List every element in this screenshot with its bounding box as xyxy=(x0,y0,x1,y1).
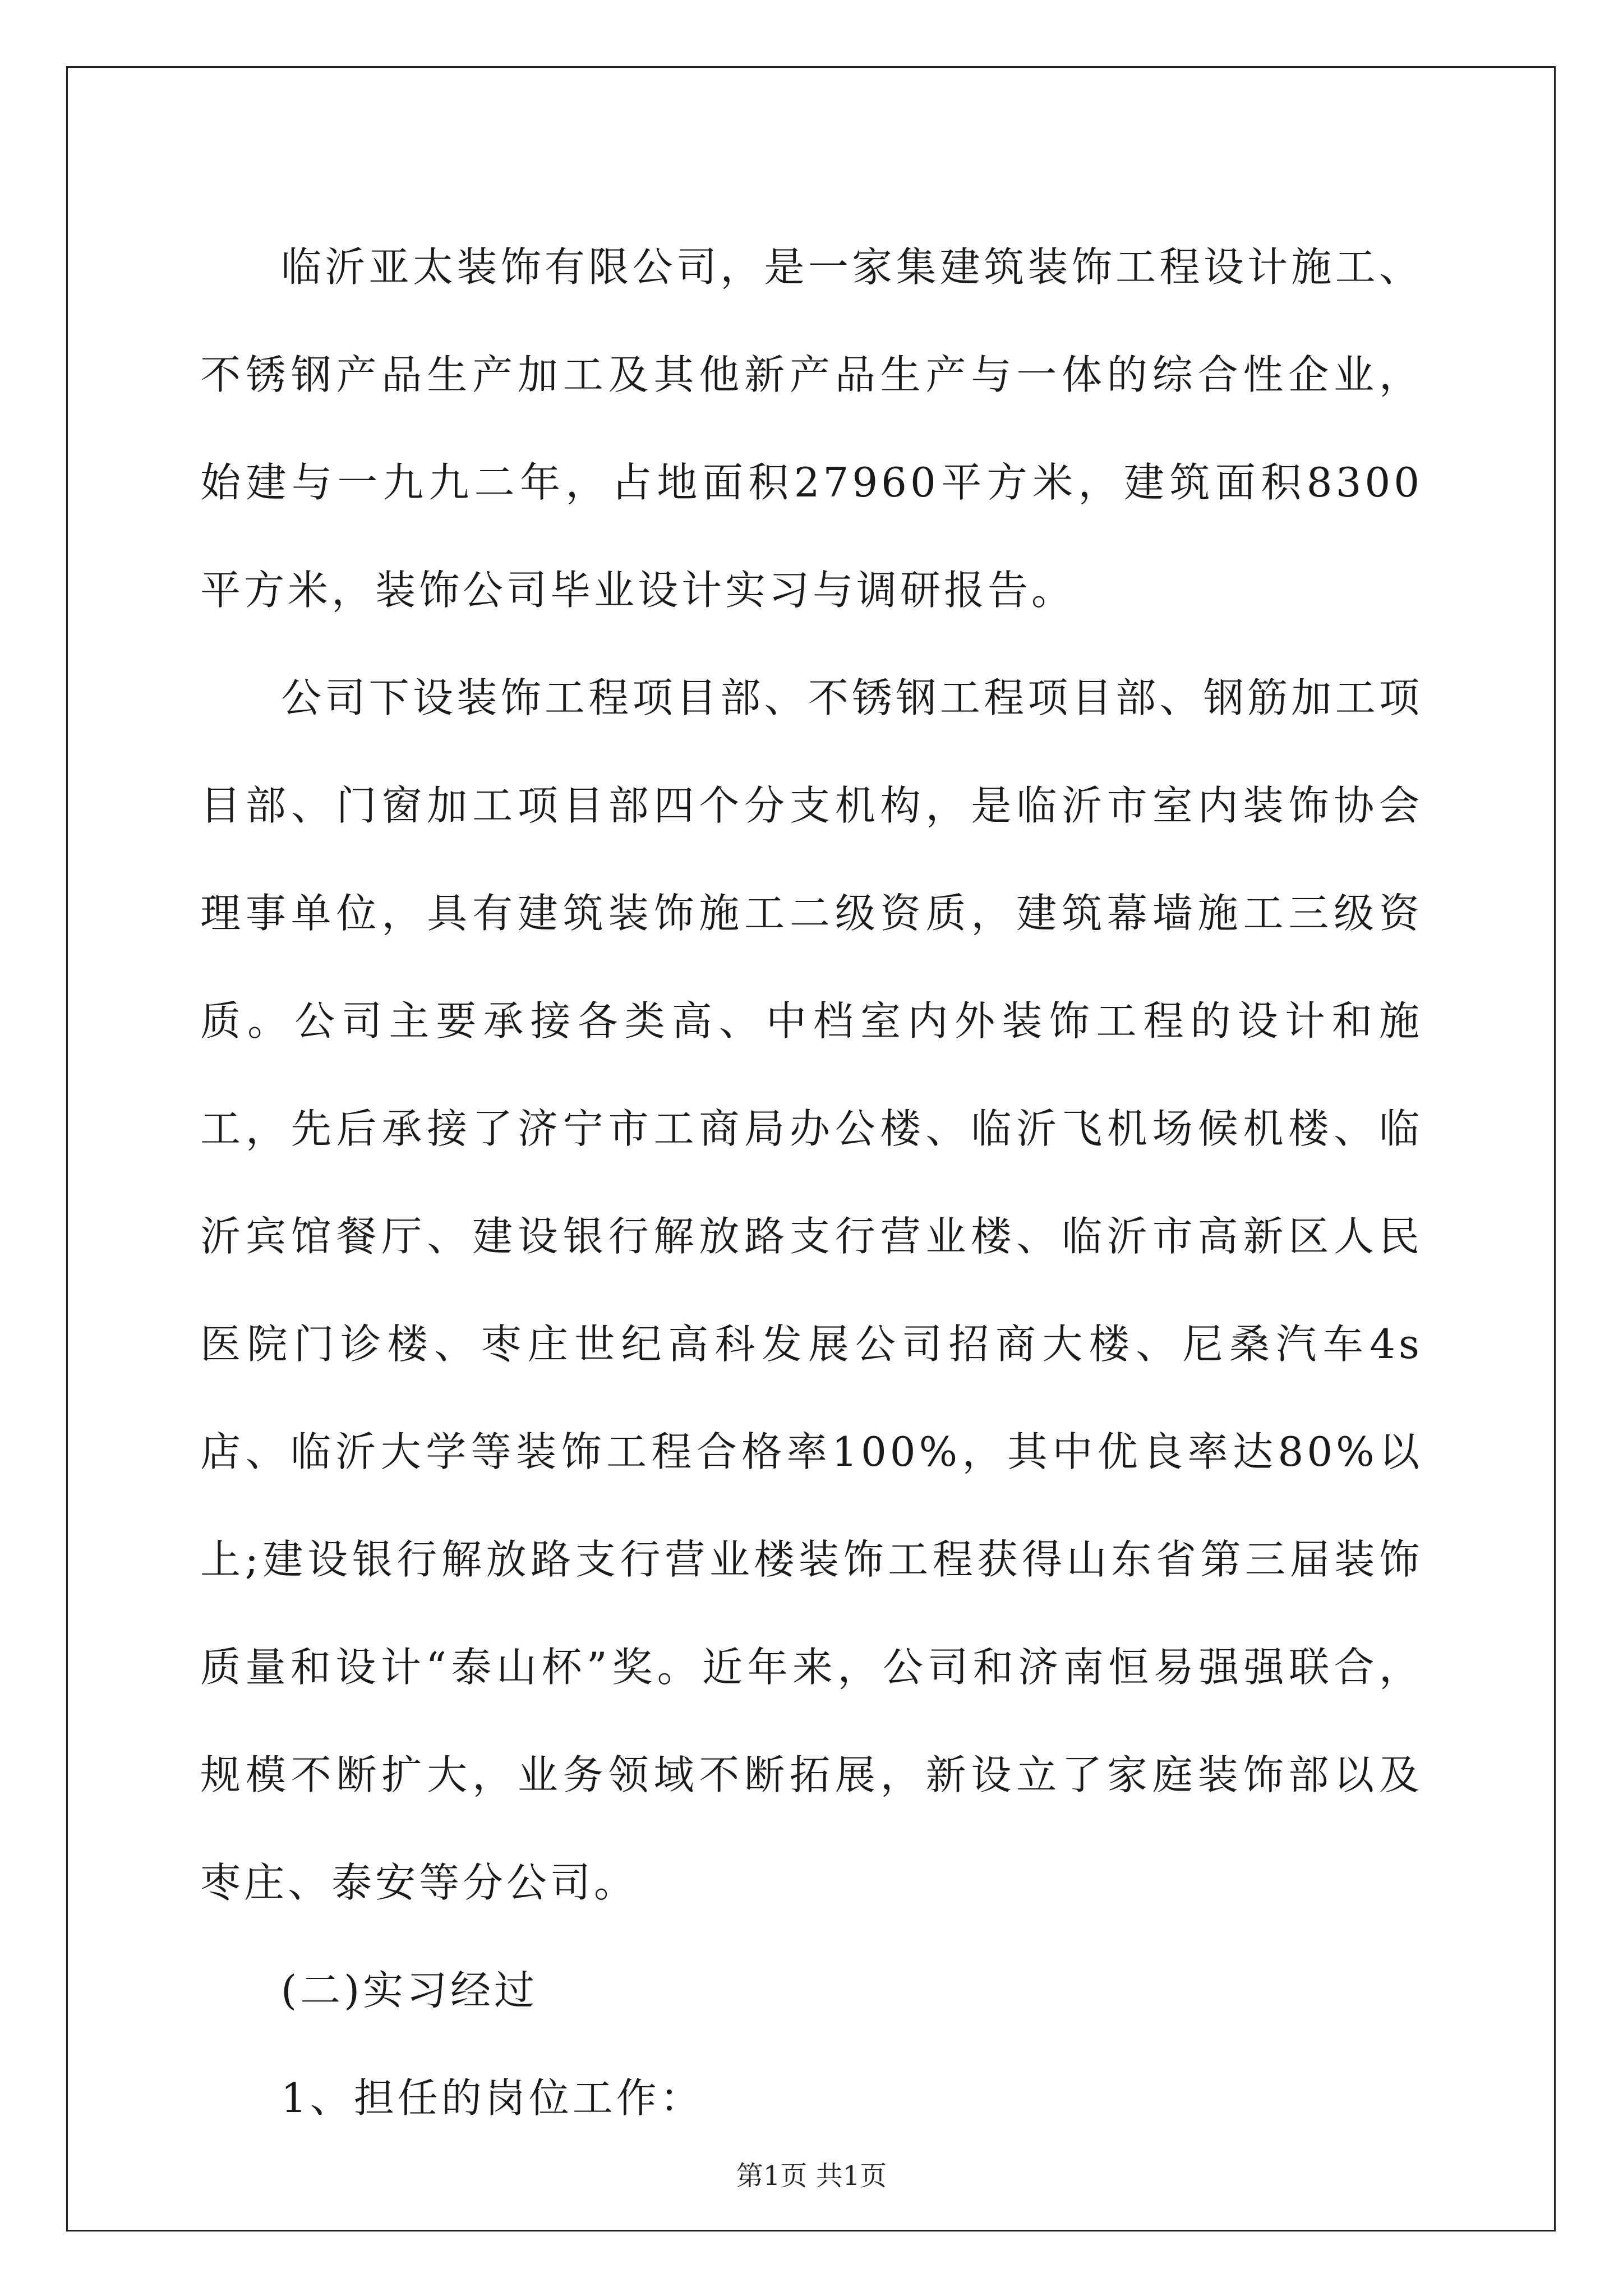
paragraph-company-intro: 临沂亚太装饰有限公司，是一家集建筑装饰工程设计施工、不锈钢产品生产加工及其他新产品生产与一体的综合性企业，始建与一九九二年，占地面积27960平方米，建筑面积8300平方米，装饰公司毕业设计实习与调研报告。 xyxy=(200,243,1423,614)
paragraph-company-structure: 公司下设装饰工程项目部、不锈钢工程项目部、钢筋加工项目部、门窗加工项目部四个分支机构，是临沂市室内装饰协会理事单位，具有建筑装饰施工二级资质，建筑幕墙施工三级资质。公司主要承接各类高、中档室内外装饰工程的设计和施工，先后承接了济宁市工商局办公楼、临沂飞机场候机楼、临沂宾馆餐厅、建设银行解放路支行营业楼、临沂市高新区人民医院门诊楼、枣庄世纪高科发展公司招商大楼、尼桑汽车4s店、临沂大学等装饰工程合格率100%，其中优良率达80%以上;建设银行解放路支行营业楼装饰工程获得山东省第三届装饰质量和设计“泰山杯”奖。近年来，公司和济南恒易强强联合，规模不断扩大，业务领域不断拓展，新设立了家庭装饰部以及枣庄、泰安等分公司。 xyxy=(200,674,1423,1906)
section-heading-internship-process: (二)实习经过 xyxy=(281,1967,538,2014)
page-number-footer: 第1页 共1页 xyxy=(736,2160,887,2192)
document-body xyxy=(200,213,1423,2152)
subheading-positions: 1、担任的岗位工作： xyxy=(281,2074,704,2122)
